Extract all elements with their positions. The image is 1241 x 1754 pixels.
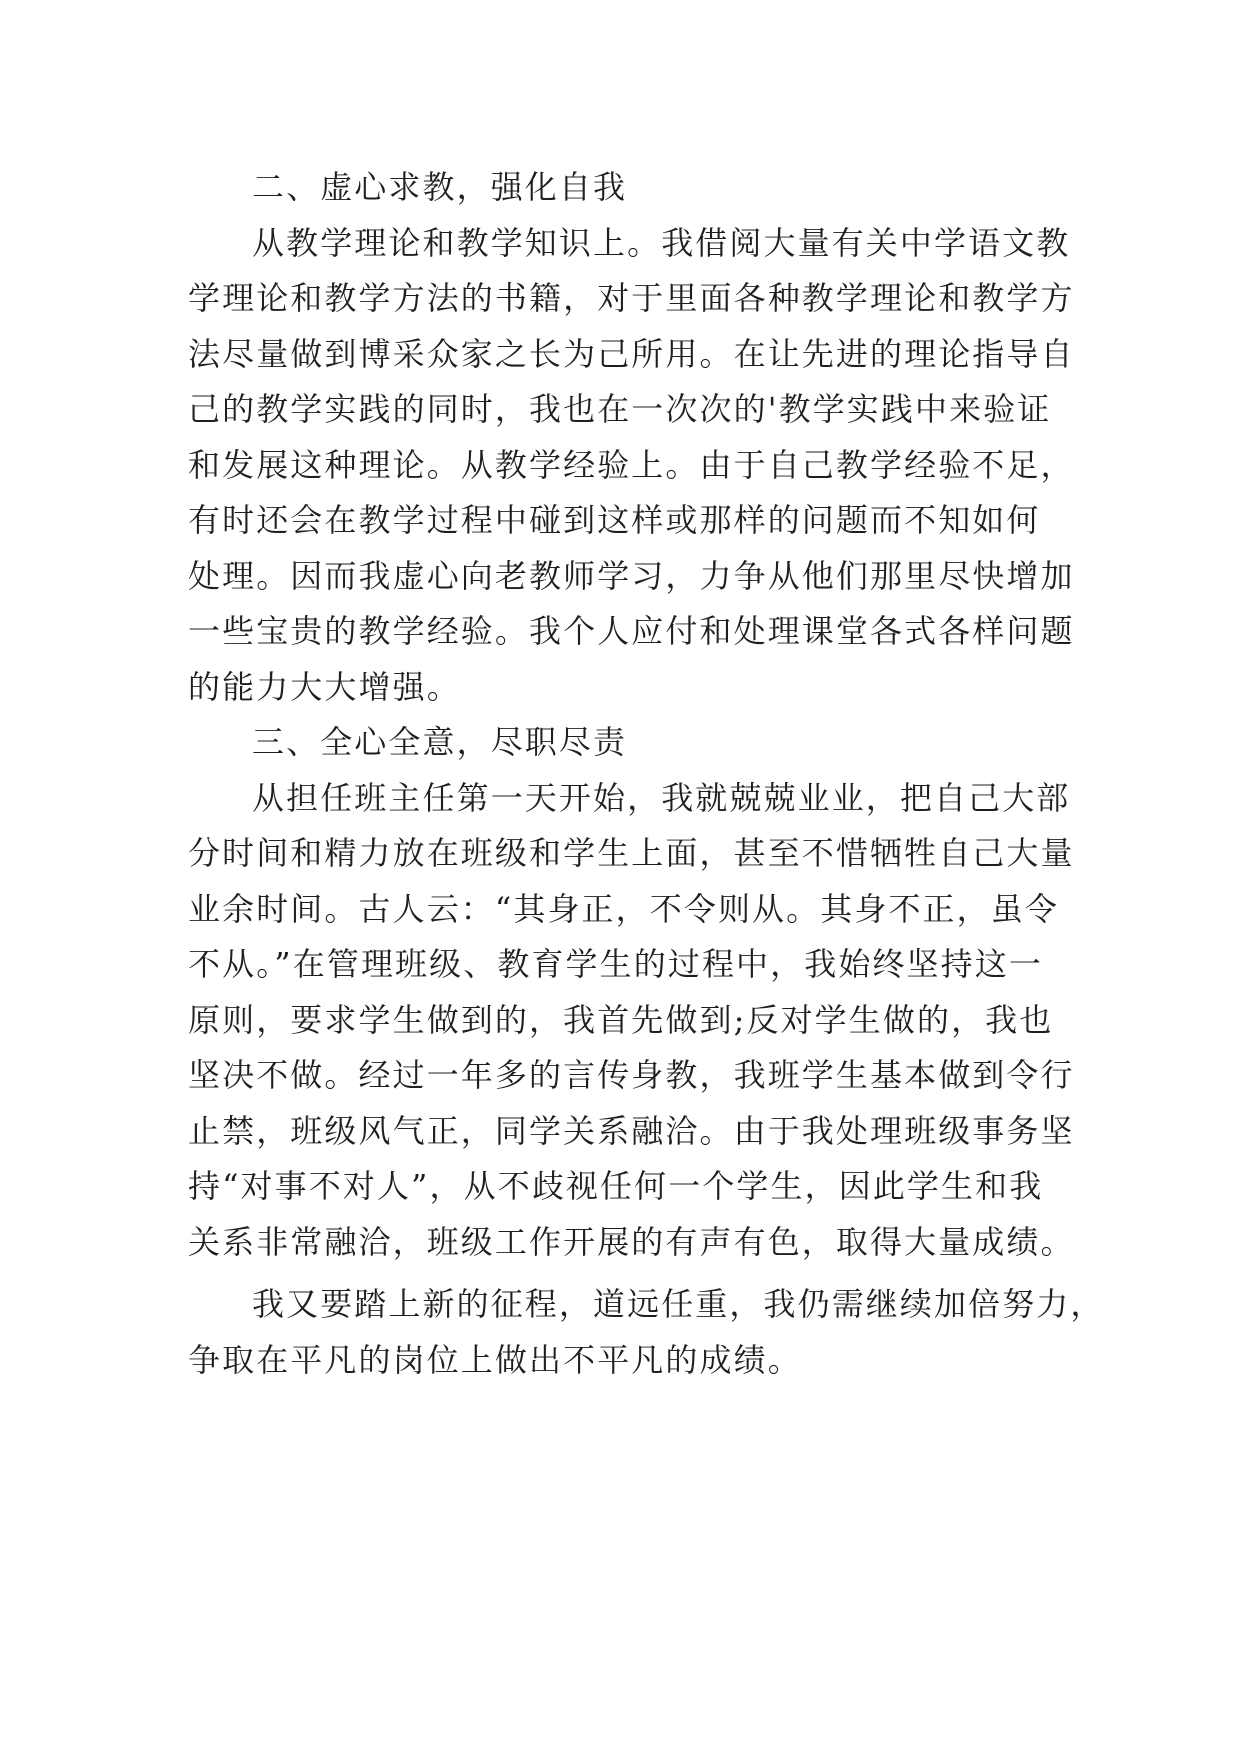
paragraph-line: 争取在平凡的岗位上做出不平凡的成绩。 [188, 1340, 802, 1379]
paragraph-line: 的能力大大增强。 [188, 667, 461, 706]
paragraph-line: 一些宝贵的教学经验。我个人应付和处理课堂各式各样问题 [188, 612, 1075, 650]
section-heading: 三、全心全意，尽职尽责 [252, 723, 628, 761]
paragraph-line: 关系非常融洽，班级工作开展的有声有色，取得大量成绩。 [188, 1222, 1075, 1261]
paragraph-line: 持“对事不对人”，从不歧视任何一个学生，因此学生和我 [188, 1167, 1044, 1205]
paragraph-line: 处理。因而我虚心向老教师学习，力争从他们那里尽快增加 [188, 556, 1075, 595]
paragraph-line: 法尽量做到博采众家之长为己所用。在让先进的理论指导自 [188, 334, 1075, 373]
paragraph-line: 学理论和教学方法的书籍，对于里面各种教学理论和教学方 [188, 279, 1075, 317]
paragraph-line: 从担任班主任第一天开始，我就兢兢业业，把自己大部 [252, 778, 1071, 817]
paragraph-line: 有时还会在教学过程中碰到这样或那样的问题而不知如何 [188, 501, 1041, 539]
paragraph-line: 原则，要求学生做到的，我首先做到;反对学生做的，我也 [188, 1000, 1054, 1039]
paragraph-line: 止禁，班级风气正，同学关系融洽。由于我处理班级事务坚 [188, 1111, 1075, 1150]
paragraph-line: 从教学理论和教学知识上。我借阅大量有关中学语文教 [252, 223, 1071, 262]
paragraph-line: 分时间和精力放在班级和学生上面，甚至不惜牺牲自己大量 [188, 834, 1075, 872]
paragraph-line: 和发展这种理论。从教学经验上。由于自己教学经验不足， [188, 445, 1075, 484]
document-body [188, 160, 1105, 1388]
paragraph-line: 业余时间。古人云：“其身正，不令则从。其身不正，虽令 [188, 889, 1059, 928]
paragraph-line: 己的教学实践的同时，我也在一次次的'教学实践中来验证 [188, 390, 1052, 428]
paragraph-line: 不从。”在管理班级、教育学生的过程中，我始终坚持这一 [188, 945, 1043, 983]
paragraph-line: 我又要踏上新的征程，道远任重，我仍需继续加倍努力， [252, 1285, 1105, 1323]
section-heading: 二、虚心求教，强化自我 [252, 168, 628, 206]
paragraph-line: 坚决不做。经过一年多的言传身教，我班学生基本做到令行 [188, 1056, 1075, 1094]
